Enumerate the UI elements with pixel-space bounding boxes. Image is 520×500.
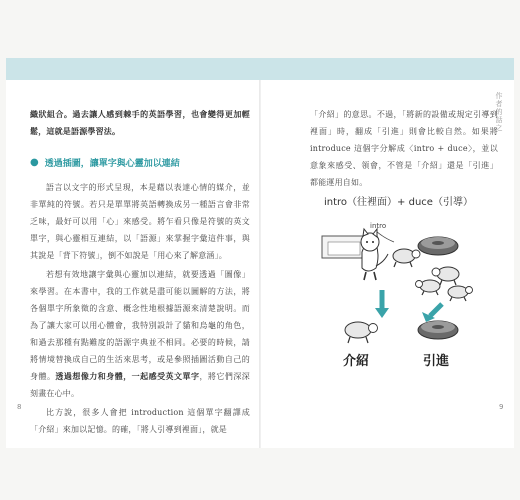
left-para-4: 比方說，很多人會把 introduction 這個單字翻譯成「介紹」來加以記憶。的確，「將人引導到裡面」，就是 — [30, 408, 250, 434]
section-heading — [30, 156, 250, 169]
section-heading-text: 透過插圖，讓單字與心靈加以連結 — [44, 159, 180, 169]
left-para-3-bold: 透過想像力和身體，一起感受英文單字 — [55, 371, 200, 381]
robot-vacuum-bottom — [418, 321, 458, 339]
etymology-formula: intro（往裡面）+ duce（引導） — [324, 197, 473, 208]
turtle-bottom-left — [345, 322, 378, 343]
header-band — [6, 58, 514, 80]
caption-introduce: 介紹 — [343, 354, 370, 369]
bullet-icon: ● — [30, 157, 39, 168]
robot-vacuum-top — [418, 237, 458, 255]
right-page — [310, 106, 498, 191]
entrance-box — [322, 236, 364, 258]
cat-turtle-illustration — [318, 212, 500, 372]
left-para-1: 織狀組合。過去讓人感到棘手的英語學習，也會變得更加輕鬆，這就是語源學習法。 — [30, 109, 250, 136]
left-page — [30, 106, 250, 438]
left-para-3 — [30, 266, 250, 402]
arrow-down-right — [430, 304, 442, 316]
turtle-right-2 — [416, 280, 441, 295]
running-head: 作者的話之 — [495, 92, 503, 132]
right-para-1: 「介紹」的意思。不過，「將新的設備或規定引導到裡面」時，翻成「引進」則會比較自然。如果將 introduce 這個字分解成〈intro + duce〉，並以意象來感受、領會，不管是「介紹」還是「引進」都能運用自如。 — [310, 110, 498, 187]
intro-label: intro — [370, 222, 387, 230]
page-number-left: 8 — [17, 403, 22, 411]
book-spine — [259, 80, 261, 448]
page-number-right: 9 — [499, 403, 504, 411]
turtle-top — [393, 249, 420, 267]
left-para-3-end: ，將它們深深刻畫在心中。 — [30, 372, 250, 398]
left-para-3-text: 若想有效地讓字彙與心靈加以連結，就要透過「圖像」來學習。在本書中，我的工作就是盡可能以圖解的方法，將各個單字所象徵的含意、概念性地根據語源來清楚說明。而為了讓大家可以用心體會，我特別設計了貓和烏龜的角色，和過去那種有點難度的語源字典並不相同。必要的時候，請將情境替換成自己的生活來思考，或是參照插圖活動自己的身體。 — [30, 270, 250, 381]
turtle-right-3 — [448, 286, 473, 301]
left-para-2: 語言以文字的形式呈現，本是藉以表達心情的媒介，並非單純的符號。若只是單單將英語轉換成另一種語言會非常乏味，最好可以用「心」來感受。將乍看只像是符號的英文單字，與心靈相互連結，以「語源」來掌握字彙這件事，與其說是「背下符號」，倒不如說是「用心來了解意涵」。 — [30, 183, 250, 260]
caption-import: 引進 — [423, 354, 450, 369]
